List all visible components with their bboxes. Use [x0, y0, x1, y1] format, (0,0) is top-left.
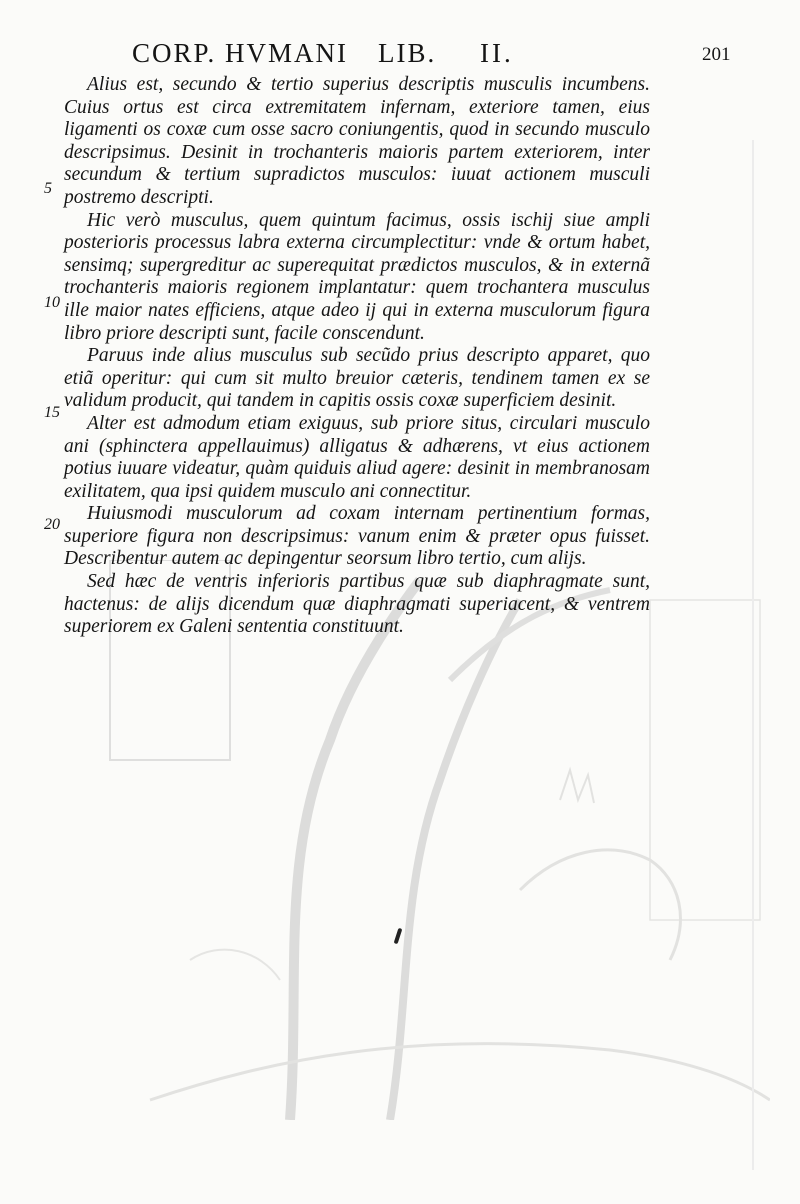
page-edge-shadow: [752, 140, 754, 1170]
running-head-book-number: II.: [480, 38, 514, 68]
body-text: [64, 74, 650, 639]
line-number: 15: [44, 404, 60, 421]
bleed-through-illustration: [90, 560, 770, 1120]
line-number: 5: [44, 180, 52, 197]
paragraph: Huiusmodi musculorum ad coxam internam pertinentium formas, superiore figura non descripsimus: vanum enim & præter opus fuisset. Describentur autem ac depingentur seorsum libro tertio, cum alijs.: [64, 503, 650, 570]
running-head-lib: LIB.: [378, 38, 437, 68]
running-head: [0, 38, 800, 68]
paragraph: Alter est admodum etiam exiguus, sub priore situs, circulari musculo ani (sphinctera appellauimus) alligatus & adhærens, vt eius actionem potius iuuare videatur, quàm quiduis aliud agere: desinit in membranosam exilitatem, qua ipsi quidem musculo ani connectitur.: [64, 412, 650, 502]
page-number: 201: [702, 44, 731, 65]
paragraph: Paruus inde alius musculus sub secũdo prius descripto apparet, quo etiã operitur: qui cum sit multo breuior cæteris, tendinem tamen ex se validum producit, qui tandem in capitis ossis coxæ superficiem desinit.: [64, 345, 650, 412]
paragraph: Sed hæc de ventris inferioris partibus quæ sub diaphragmate sunt, hactenus: de alijs dicendum quæ diaphragmati superiacent, & ventrem superiorem ex Galeni sententia constituunt.: [64, 571, 650, 638]
running-head-title: CORP. HVMANI: [132, 38, 349, 68]
line-number: 20: [44, 516, 60, 533]
paragraph: Hic verò musculus, quem quintum facimus, ossis ischij siue ampli posterioris processus labra externa circumplectitur: vnde & ortum habet, sensimq; supergreditur ac superequitat prædictos musculos, & in externã trochanteris maioris regionem implantatur: quem trochantera musculus ille maior nates efficiens, atque adeo ij qui in externa musculorum figura libro priore descripti sunt, facile conscendunt.: [64, 209, 650, 344]
line-number: 10: [44, 294, 60, 311]
paragraph: Alius est, secundo & tertio superius descriptis musculis incumbens. Cuius ortus est circa extremitatem infernam, exteriore tamen, eius ligamenti os coxæ cum osse sacro coniungentis, quod in secundo musculo descripsimus. Desinit in trochanteris maioris partem exteriorem, inter secundum & tertium supradictos musculos: iuuat actionem musculi postremo descripti.: [64, 74, 650, 208]
